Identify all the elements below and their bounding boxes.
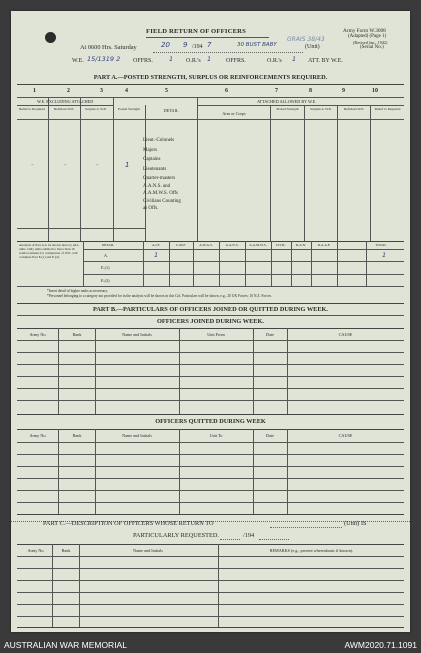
vline-an10 (366, 241, 367, 286)
detail-item: as Offs. (143, 205, 159, 211)
analysis-head: DETAIL (101, 243, 115, 247)
vline-an8 (311, 241, 312, 286)
mark-col1: - (31, 161, 34, 169)
rule-a4 (17, 241, 404, 242)
c-head-army-no: Army No. (27, 548, 45, 553)
head-detail: DETAIL (163, 108, 179, 113)
vline-an4 (219, 241, 220, 286)
quitted-head-rank: Rank (72, 433, 82, 438)
form-title: FIELD RETURN OF OFFICERS (146, 28, 246, 35)
vline-b1 (58, 328, 59, 414)
head-relief-right: Relief to Required (374, 107, 401, 111)
vline-q4 (253, 429, 254, 514)
part-a-rule (17, 84, 404, 85)
analysis-head: A.W.A.S. (199, 243, 213, 247)
col-num-7: 7 (275, 88, 278, 94)
rule-a1 (17, 97, 404, 98)
group-left-label: W.E. EXCLUDING ATTACHED (37, 99, 94, 104)
rule-total-top (17, 228, 145, 229)
rule-b7 (17, 388, 404, 389)
head-relief-left: Relief to Required (19, 107, 45, 111)
c-head-name: Name and Initials (133, 548, 163, 553)
vline-a2 (80, 97, 81, 241)
quitted-head-unit-to: Unit To (209, 433, 223, 438)
footnote-2: *Personnel belonging to a category not provided for in the analysis will be shown in this Col. Particulars will be shown, e.g., 20 UK Forces; 10 N.Z. Forces. (47, 294, 272, 298)
rule-c3 (17, 568, 404, 569)
detail-list (143, 136, 181, 212)
quitted-head-name: Name and Initials (122, 433, 152, 438)
detail-item: Captains (143, 157, 161, 163)
footer-accession: AWM2020.71.1091 (344, 640, 417, 650)
offrs-label: OFFRS. (133, 58, 153, 64)
joined-title: OFFICERS JOINED DURING WEEK. (157, 318, 264, 325)
vline-b4 (253, 328, 254, 414)
col-num-5: 5 (165, 88, 168, 94)
rule-q7 (17, 502, 404, 503)
vline-q5 (287, 429, 288, 514)
part-c-date-line (220, 539, 240, 540)
joined-head-date: Date (266, 332, 274, 337)
rule-c6 (17, 604, 404, 605)
detail-item: Civilians Counting (143, 198, 181, 204)
rule-q4 (17, 466, 404, 467)
rule-b6 (17, 376, 404, 377)
footer-institution: AUSTRALIAN WAR MEMORIAL (4, 640, 127, 650)
ors2-value: 1 (292, 55, 297, 63)
vline-an6 (271, 241, 272, 286)
rule-a3 (17, 119, 404, 120)
vline-q1 (58, 429, 59, 514)
col-num-9: 9 (342, 88, 345, 94)
ors-label: O.R.'s (186, 58, 201, 64)
analysis-row-e1: E.(1) (101, 265, 110, 270)
mark-col4: 1 (125, 161, 130, 169)
date-month: 9 (183, 41, 188, 49)
analysis-head: R.A.N. (295, 243, 306, 247)
quitted-head-date: Date (266, 433, 274, 438)
vline-a6 (270, 105, 271, 241)
part-a-title: PART A.—POSTED STRENGTH, SURPLUS OR REINFORCEMENTS REQUIRED. (93, 74, 328, 81)
rule-c5 (17, 592, 404, 593)
analysis-head: R.A.A.F. (317, 243, 331, 247)
col-num-8: 8 (309, 88, 312, 94)
head-posted-right: Posted Strength (276, 107, 299, 111)
corner-annotation: GRAIS 38/43 (287, 36, 325, 43)
rule-b4 (17, 352, 404, 353)
we-value: 15/1319 2 (87, 55, 121, 63)
vline-a9 (370, 105, 371, 241)
punch-hole (45, 32, 56, 43)
offrs2-label: OFFRS. (226, 58, 246, 64)
detail-item: A.A.M.W.S. Offs (143, 190, 179, 196)
joined-head-cause: CAUSE (338, 332, 353, 337)
col-num-10: 10 (372, 88, 378, 94)
c-head-remarks: REMARKS (e.g., present whereabouts if known). (269, 548, 354, 553)
rule-an2 (83, 261, 404, 262)
rule-c1 (17, 544, 404, 545)
form-adapted: (Adapted) (Page 1) (348, 34, 387, 39)
rule-q8 (17, 514, 404, 515)
rule-c7 (17, 616, 404, 617)
part-c-title-a: PART C.—DESCRIPTION OF OFFICERS WHOSE RETURN TO (43, 520, 214, 527)
col-num-2: 2 (67, 88, 70, 94)
rule-q2 (17, 442, 404, 443)
unit-handwritten: 30 BUST BABY (237, 42, 277, 48)
vline-a5 (197, 97, 198, 241)
rule-an3 (83, 274, 404, 275)
form-serial: (Serial No.) (360, 45, 384, 50)
part-c-year-line (259, 539, 289, 540)
col-num-1: 1 (33, 88, 36, 94)
part-b-title: PART B.—PARTICULARS OF OFFICERS JOINED OR QUITTED DURING WEEK. (92, 306, 329, 313)
analysis-head: CIVIL. (275, 243, 287, 247)
col-num-4: 4 (125, 88, 128, 94)
group-right-label: ATTACHED ALLOWED BY W.E. (257, 99, 317, 104)
mark-col2: - (64, 161, 67, 169)
ors2-label: O.R.'s (267, 58, 282, 64)
head-deficient-left: Deficient W.E. (53, 107, 75, 111)
rule-q5 (17, 478, 404, 479)
head-arm-corps: Arm or Corps (222, 111, 246, 116)
head-posted-left: Posted Strength (117, 107, 141, 111)
date-year-suffix: 7 (207, 41, 212, 49)
vline-c2 (79, 544, 80, 627)
rule-b9 (17, 414, 404, 415)
vline-an1 (143, 241, 144, 286)
rule-q3 (17, 454, 404, 455)
analysis-head: A.A.N.S. (225, 243, 239, 247)
rule-c4 (17, 580, 404, 581)
quitted-title: OFFICERS QUITTED DURING WEEK (155, 418, 266, 425)
rule-b3 (17, 340, 404, 341)
col-num-6: 6 (225, 88, 228, 94)
joined-head-rank: Rank (72, 332, 82, 337)
at-hours-label: At 0600 Hrs. Saturday (80, 44, 137, 51)
detail-item: Lieut.-Colonels (143, 138, 175, 143)
vline-c3 (218, 544, 219, 627)
head-surplus-left: Surplus to W.E. (85, 107, 107, 111)
col-num-3: 3 (100, 88, 103, 94)
vline-a7 (304, 105, 305, 241)
quitted-head-army-no: Army No. (29, 433, 47, 438)
vline-an7 (291, 241, 292, 286)
vline-b5 (287, 328, 288, 414)
analysis-aif-value: 1 (154, 251, 159, 259)
vline-b3 (179, 328, 180, 414)
form-revised: (Revised Jan., 1942) (353, 40, 388, 45)
part-c-date-label: /194 (243, 532, 255, 539)
joined-head-unit-from: Unit From (207, 332, 225, 337)
rule-b0 (17, 303, 404, 304)
form-sheet (11, 11, 410, 632)
date-day: 20 (161, 41, 170, 49)
part-c-unit-line (270, 527, 342, 528)
vline-b2 (95, 328, 96, 414)
detail-item: Majors (143, 147, 158, 153)
vline-an9 (337, 241, 338, 286)
rule-an4 (17, 286, 404, 287)
form-number: Army Form W.3008 (343, 28, 386, 34)
vline-an2 (169, 241, 170, 286)
title-underline (146, 37, 269, 38)
vline-q3 (179, 429, 180, 514)
rule-an1 (83, 249, 404, 250)
rule-q1 (17, 429, 404, 430)
detail-item: A.A.N.S. and (143, 183, 171, 189)
head-surplus-right: Surplus to W.E. (310, 107, 332, 111)
detail-item: Lieutenants (143, 166, 167, 172)
rule-c2 (17, 556, 404, 557)
joined-head-name: Name and Initials (122, 332, 152, 337)
date-unit-line (153, 52, 303, 53)
analysis-head: TOTAL (375, 243, 387, 247)
vline-an5 (245, 241, 246, 286)
footnote-1: *Insert detail of higher ranks as necessary. (47, 289, 108, 293)
vline-a8 (337, 105, 338, 241)
analysis-row-a: A. (104, 253, 109, 258)
head-deficient-right: Deficient W.E. (343, 107, 365, 111)
detail-item: Quarter-masters (143, 176, 176, 182)
vline-c1 (52, 544, 53, 627)
analysis-row-e2: E.(2) (101, 278, 110, 283)
rule-b2 (17, 328, 404, 329)
analysis-head: A.A.M.W.S. (249, 243, 267, 247)
rule-q6 (17, 490, 404, 491)
vline-an0 (83, 241, 84, 286)
rule-b8 (17, 400, 404, 401)
rule-a2r (197, 105, 404, 106)
part-c-title-b: PARTICULARLY REQUESTED. (133, 532, 219, 539)
analysis-head: A.I.F. (152, 243, 160, 247)
rule-a2l (17, 105, 114, 106)
we-label: W.E. (72, 58, 84, 64)
analysis-total-value: 1 (382, 251, 387, 259)
part-c-unit-label: (Unit) IS (344, 520, 367, 527)
mark-col3: - (96, 161, 99, 169)
vline-q2 (95, 429, 96, 514)
date-year-prefix: /194 (192, 44, 203, 50)
rule-c8 (17, 627, 404, 628)
joined-head-army-no: Army No. (29, 332, 47, 337)
rule-b1 (17, 315, 404, 316)
vline-a1 (48, 97, 49, 241)
unit-label: (Unit) (305, 44, 320, 50)
quitted-head-cause: CAUSE (338, 433, 353, 438)
att-label: ATT. BY W.E. (308, 58, 343, 64)
c-head-rank: Rank (61, 548, 71, 553)
analysis-head: C.M.F. (176, 243, 186, 247)
ors-value: 1 (207, 55, 212, 63)
offrs-value: 1 (169, 55, 174, 63)
vline-a3 (113, 97, 114, 241)
analysis-note: Analysis of Part A to be shown here by ALL units. Only units entitled to more than 10 reinforcements for completion of W.E. will complete Part E.(1) and E.(2). (19, 243, 80, 259)
vline-an3 (193, 241, 194, 286)
rule-b5 (17, 364, 404, 365)
